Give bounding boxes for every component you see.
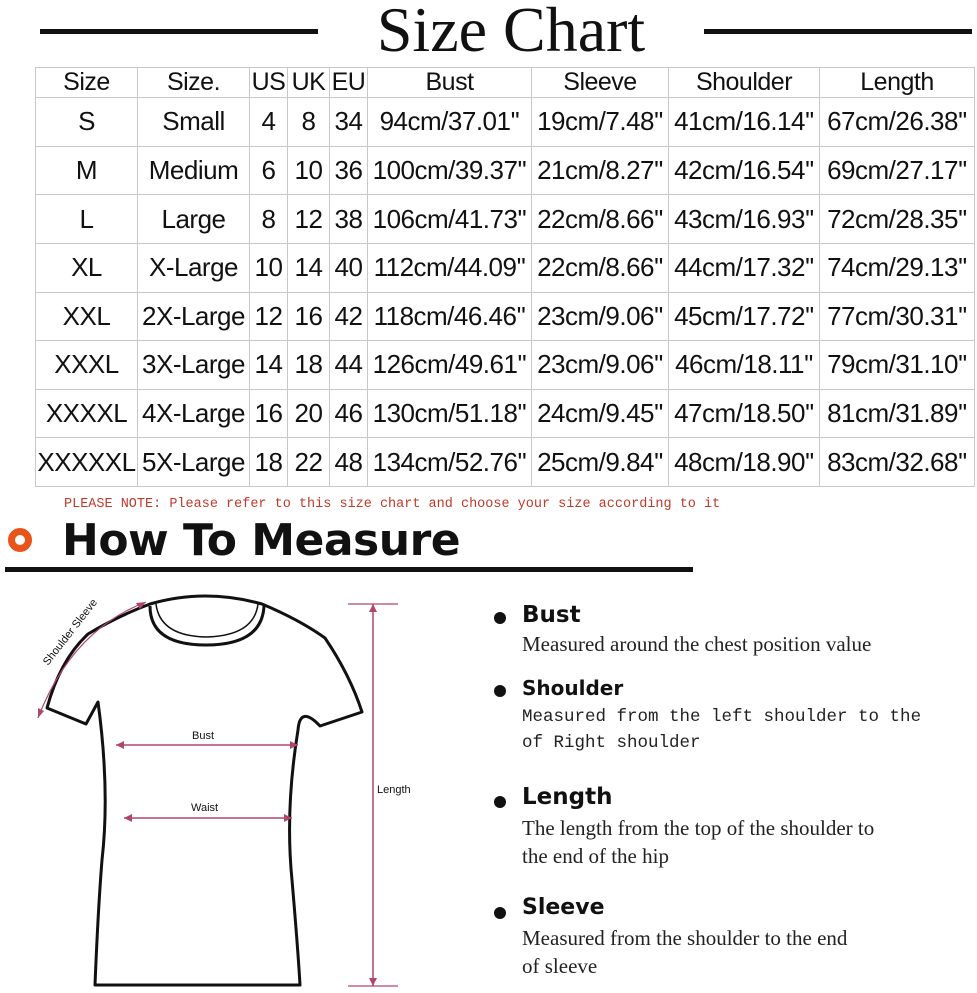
table-cell: 4 [250, 98, 288, 147]
table-cell: 74cm/29.13'' [820, 243, 975, 292]
table-cell: 41cm/16.14'' [669, 98, 820, 147]
bullet-desc-line: Measured around the chest position value [522, 632, 872, 656]
bullet-title: Sleeve [522, 895, 605, 920]
table-cell: 25cm/9.84'' [532, 438, 669, 487]
header-cell: Shoulder [669, 68, 820, 98]
table-cell: 16 [250, 389, 288, 438]
table-cell: Medium [138, 146, 250, 195]
table-cell: 69cm/27.17'' [820, 146, 975, 195]
table-cell: 23cm/9.06'' [532, 292, 669, 341]
bullet-title: Length [522, 784, 613, 810]
table-cell: 12 [250, 292, 288, 341]
table-cell: 2X-Large [138, 292, 250, 341]
table-header-row [36, 68, 975, 98]
table-cell: Large [138, 195, 250, 244]
bullet-desc-line: of Right shoulder [522, 733, 701, 753]
table-cell: 77cm/30.31'' [820, 292, 975, 341]
table-cell: XXL [36, 292, 138, 341]
bullet-desc-line: the end of the hip [522, 844, 669, 868]
table-cell: 126cm/49.61'' [368, 341, 532, 390]
table-cell: 21cm/8.27'' [532, 146, 669, 195]
table-cell: 81cm/31.89'' [820, 389, 975, 438]
bullet-desc [522, 814, 962, 870]
circle-bullet-icon [8, 528, 32, 552]
page-title: Size Chart [376, 0, 646, 65]
table-cell: 40 [330, 243, 368, 292]
table-cell: 22cm/8.66'' [532, 195, 669, 244]
table-cell: 18 [250, 438, 288, 487]
bullet-desc-line: The length from the top of the shoulder to [522, 816, 875, 840]
table-cell: 72cm/28.35'' [820, 195, 975, 244]
table-cell: 47cm/18.50'' [669, 389, 820, 438]
table-cell: 8 [250, 195, 288, 244]
size-chart-header [0, 0, 977, 65]
bust-label: Bust [192, 730, 215, 742]
table-cell: 79cm/31.10'' [820, 341, 975, 390]
table-cell: 3X-Large [138, 341, 250, 390]
table-cell: 46 [330, 389, 368, 438]
tshirt-outline-icon [47, 596, 362, 985]
size-table [35, 67, 975, 487]
bullet-dot-icon [494, 796, 506, 808]
table-cell: 12 [288, 195, 330, 244]
table-cell: 134cm/52.76'' [368, 438, 532, 487]
table-cell: 112cm/44.09'' [368, 243, 532, 292]
table-cell: 24cm/9.45'' [532, 389, 669, 438]
table-cell: L [36, 195, 138, 244]
table-cell: 106cm/41.73'' [368, 195, 532, 244]
bullet-desc-line: Measured from the left shoulder to the [522, 707, 922, 727]
table-cell: 23cm/9.06'' [532, 341, 669, 390]
bullet-desc [522, 630, 962, 658]
table-cell: XXXXL [36, 389, 138, 438]
table-cell: Small [138, 98, 250, 147]
table-row [36, 341, 975, 390]
table-cell: 18 [288, 341, 330, 390]
header-cell: UK [288, 68, 330, 98]
section-rule [5, 567, 693, 572]
table-cell: 100cm/39.37'' [368, 146, 532, 195]
table-cell: 22cm/8.66'' [532, 243, 669, 292]
table-row [36, 146, 975, 195]
table-cell: 42 [330, 292, 368, 341]
table-cell: 22 [288, 438, 330, 487]
bullet-title: Shoulder [522, 676, 624, 700]
section-title: How To Measure [62, 515, 461, 566]
table-cell: 34 [330, 98, 368, 147]
bullet-desc [522, 704, 962, 756]
table-row [36, 438, 975, 487]
table-row [36, 195, 975, 244]
header-cell: Size [36, 68, 138, 98]
header-cell: Length [820, 68, 975, 98]
neckline-inner [156, 604, 258, 637]
title-rule-right [704, 29, 972, 34]
table-cell: 14 [250, 341, 288, 390]
table-row [36, 389, 975, 438]
measure-header [0, 515, 977, 575]
table-cell: S [36, 98, 138, 147]
header-cell: Size. [138, 68, 250, 98]
bullet-title: Bust [522, 602, 581, 628]
bullet-desc-line: of sleeve [522, 954, 598, 978]
table-row [36, 243, 975, 292]
table-cell: 4X-Large [138, 389, 250, 438]
table-cell: XXXXXL [36, 438, 138, 487]
tshirt-diagram [0, 590, 470, 993]
title-rule-left [40, 29, 318, 34]
table-body [36, 98, 975, 487]
table-cell: 6 [250, 146, 288, 195]
table-cell: 8 [288, 98, 330, 147]
table-cell: 44cm/17.32'' [669, 243, 820, 292]
length-label: Length [377, 784, 411, 796]
table-cell: 94cm/37.01'' [368, 98, 532, 147]
table-cell: 10 [288, 146, 330, 195]
header-cell: Bust [368, 68, 532, 98]
table-cell: 20 [288, 389, 330, 438]
bullet-dot-icon [494, 685, 506, 697]
table-cell: X-Large [138, 243, 250, 292]
table-cell: XXXL [36, 341, 138, 390]
table-cell: 14 [288, 243, 330, 292]
table-cell: 67cm/26.38'' [820, 98, 975, 147]
table-cell: 48 [330, 438, 368, 487]
table-cell: 16 [288, 292, 330, 341]
header-cell: Sleeve [532, 68, 669, 98]
table-row [36, 292, 975, 341]
table-cell: 19cm/7.48'' [532, 98, 669, 147]
table-cell: 10 [250, 243, 288, 292]
table-cell: 44 [330, 341, 368, 390]
table-cell: 36 [330, 146, 368, 195]
table-cell: 130cm/51.18'' [368, 389, 532, 438]
table-cell: 48cm/18.90'' [669, 438, 820, 487]
bullet-desc-line: Measured from the shoulder to the end [522, 926, 848, 950]
table-cell: 43cm/16.93'' [669, 195, 820, 244]
table-cell: 118cm/46.46'' [368, 292, 532, 341]
header-cell: EU [330, 68, 368, 98]
size-note: PLEASE NOTE: Please refer to this size chart and choose your size according to it [64, 497, 721, 512]
table-cell: 42cm/16.54'' [669, 146, 820, 195]
header-cell: US [250, 68, 288, 98]
waist-label: Waist [191, 802, 219, 814]
table-row [36, 98, 975, 147]
table-cell: XL [36, 243, 138, 292]
table-cell: 46cm/18.11'' [669, 341, 820, 390]
table-cell: 5X-Large [138, 438, 250, 487]
bullet-dot-icon [494, 907, 506, 919]
table-cell: 38 [330, 195, 368, 244]
bullet-dot-icon [494, 612, 506, 624]
bullet-desc [522, 924, 962, 980]
table-cell: M [36, 146, 138, 195]
table-cell: 83cm/32.68'' [820, 438, 975, 487]
shoulder-sleeve-label: Shoulder Sleeve [40, 596, 101, 668]
table-cell: 45cm/17.72'' [669, 292, 820, 341]
